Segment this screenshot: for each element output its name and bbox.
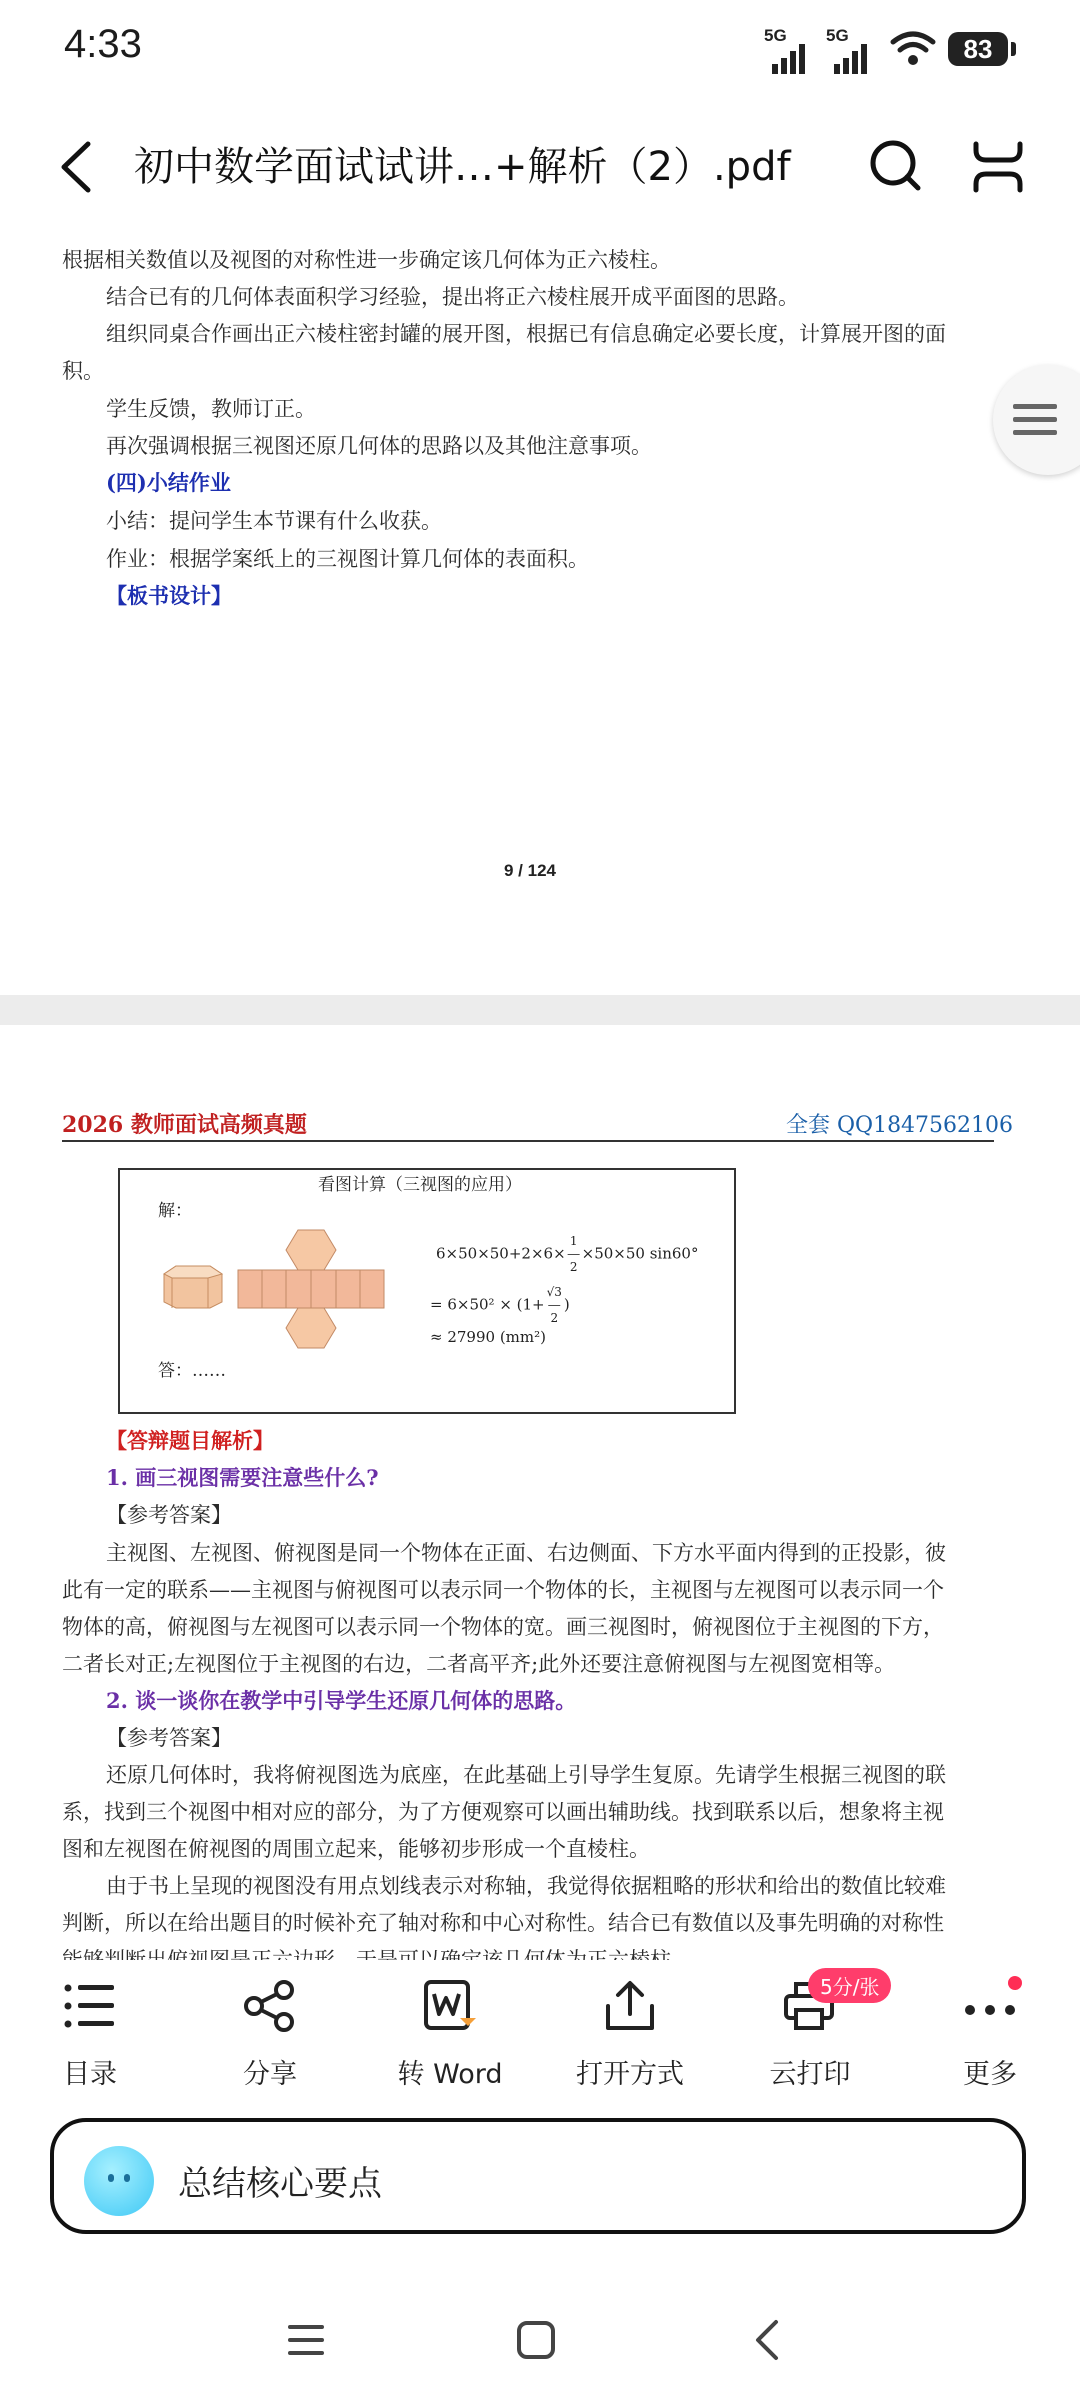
- ai-summary-label: 总结核心要点: [178, 2164, 382, 2204]
- page-header-right: 全套 QQ1847562106: [786, 1113, 1014, 1138]
- toolbar-label: 云打印: [769, 2059, 851, 2090]
- hexagonal-prism-image: [162, 1262, 226, 1312]
- text-line: 积。: [62, 359, 104, 383]
- toolbar-label: 打开方式: [576, 2059, 684, 2090]
- text-line: 主视图、左视图、俯视图是同一个物体在正面、右边侧面、下方水平面内得到的正投影，彼: [106, 1541, 946, 1565]
- toolbar-label: 转 Word: [397, 2059, 503, 2090]
- formula-part: ): [563, 1295, 570, 1314]
- text-line: 再次强调根据三视图还原几何体的思路以及其他注意事项。: [106, 434, 652, 458]
- question-heading: 1. 画三视图需要注意些什么?: [106, 1465, 379, 1490]
- search-icon[interactable]: [866, 136, 926, 196]
- fraction-sqrt3-over-2: √3 ― 2: [546, 1285, 562, 1325]
- text-line: 学生反馈，教师订正。: [106, 397, 316, 421]
- bottom-toolbar: [0, 1960, 1080, 2100]
- page-header-left: 2026 教师面试高频真题: [62, 1112, 307, 1138]
- toolbar-label: 目录: [63, 2059, 117, 2090]
- reference-label: 【参考答案】: [106, 1503, 232, 1527]
- open-with-icon: [602, 1980, 658, 2032]
- text-line: 小结：提问学生本节课有什么收获。: [106, 509, 442, 533]
- text-line: 由于书上呈现的视图没有用点划线表示对称轴，我觉得依据粗略的形状和给出的数值比较难: [106, 1874, 946, 1898]
- figure-answer-label: 答：……: [158, 1361, 226, 1381]
- formula-part: ×50×50 sin60°: [581, 1244, 699, 1263]
- text-line: 作业：根据学案纸上的三视图计算几何体的表面积。: [106, 547, 589, 571]
- page-number: 9 / 124: [504, 861, 556, 880]
- page-separator: [0, 995, 1080, 1025]
- share-icon: [242, 1980, 298, 2032]
- section-heading: 【答辩题目解析】: [106, 1428, 274, 1453]
- prism-net-image: [236, 1228, 386, 1350]
- figure-solution-label: 解：: [158, 1201, 192, 1221]
- toolbar-label: 分享: [243, 2059, 297, 2090]
- text-line: 系，找到三个视图中相对应的部分，为了方便观察可以画出辅助线。找到联系以后，想象将主视: [62, 1800, 944, 1824]
- formula-part: = 6×50² × (1+: [430, 1295, 545, 1314]
- expand-icon[interactable]: [972, 140, 1024, 194]
- reference-label: 【参考答案】: [106, 1726, 232, 1750]
- text-line: 此有一定的联系——主视图与俯视图可以表示同一个物体的长，主视图与左视图可以表示同一个: [62, 1578, 944, 1602]
- status-time: 4:33: [64, 22, 142, 66]
- text-line: 结合已有的几何体表面积学习经验，提出将正六棱柱展开成平面图的思路。: [106, 285, 799, 309]
- section-heading: (四)小结作业: [106, 470, 231, 495]
- text-line: 判断，所以在给出题目的时候补充了轴对称和中心对称性。结合已有数值以及事先明确的对称性: [62, 1911, 944, 1935]
- floating-menu-button[interactable]: [993, 365, 1080, 475]
- network-type-2: 5G: [826, 26, 849, 45]
- figure-title: 看图计算（三视图的应用）: [318, 1175, 522, 1195]
- list-icon: [62, 1980, 118, 2032]
- header-rule: [62, 1140, 994, 1142]
- text-line: 二者长对正;左视图位于主视图的右边，二者高平齐;此外还要注意俯视图与左视图宽相等。: [62, 1652, 896, 1676]
- nav-back-icon[interactable]: [752, 2318, 782, 2362]
- text-line: 组织同桌合作画出正六棱柱密封罐的展开图，根据已有信息确定必要长度，计算展开图的面: [106, 322, 946, 346]
- text-line: 物体的高，俯视图与左视图可以表示同一个物体的宽。画三视图时，俯视图位于主视图的下方，: [62, 1615, 944, 1639]
- section-heading: 【板书设计】: [106, 583, 232, 608]
- formula-line: ≈ 27990 (mm²): [430, 1328, 546, 1346]
- toolbar-label: 更多: [963, 2059, 1017, 2090]
- notification-dot: [1008, 1976, 1022, 1990]
- formula-part: 6×50×50+2×6×: [436, 1244, 566, 1263]
- text-line: 根据相关数值以及视图的对称性进一步确定该几何体为正六棱柱。: [62, 248, 671, 272]
- home-icon[interactable]: [516, 2320, 556, 2360]
- ai-assistant-avatar-icon: [84, 2146, 154, 2216]
- question-heading: 2. 谈一谈你在教学中引导学生还原几何体的思路。: [106, 1688, 577, 1713]
- back-arrow-icon[interactable]: [56, 140, 96, 194]
- network-type: 5G: [764, 26, 787, 45]
- text-line: 还原几何体时，我将俯视图选为底座，在此基础上引导学生复原。先请学生根据三视图的联: [106, 1763, 946, 1787]
- recent-apps-icon[interactable]: [286, 2322, 326, 2358]
- print-price-badge: 5分/张: [808, 1968, 891, 2003]
- formula-line: [430, 1286, 570, 1325]
- formula-line: [436, 1235, 698, 1274]
- menu-lines-icon: [1011, 400, 1061, 440]
- word-icon: [422, 1980, 478, 2032]
- document-title: 初中数学面试试讲…+解析（2）.pdf: [134, 144, 791, 190]
- fraction-half: 1 ― 2: [567, 1234, 580, 1274]
- battery-indicator: 83: [948, 32, 1008, 66]
- wifi-icon: [890, 30, 936, 66]
- text-line: 图和左视图在俯视图的周围立起来，能够初步形成一个直棱柱。: [62, 1837, 650, 1861]
